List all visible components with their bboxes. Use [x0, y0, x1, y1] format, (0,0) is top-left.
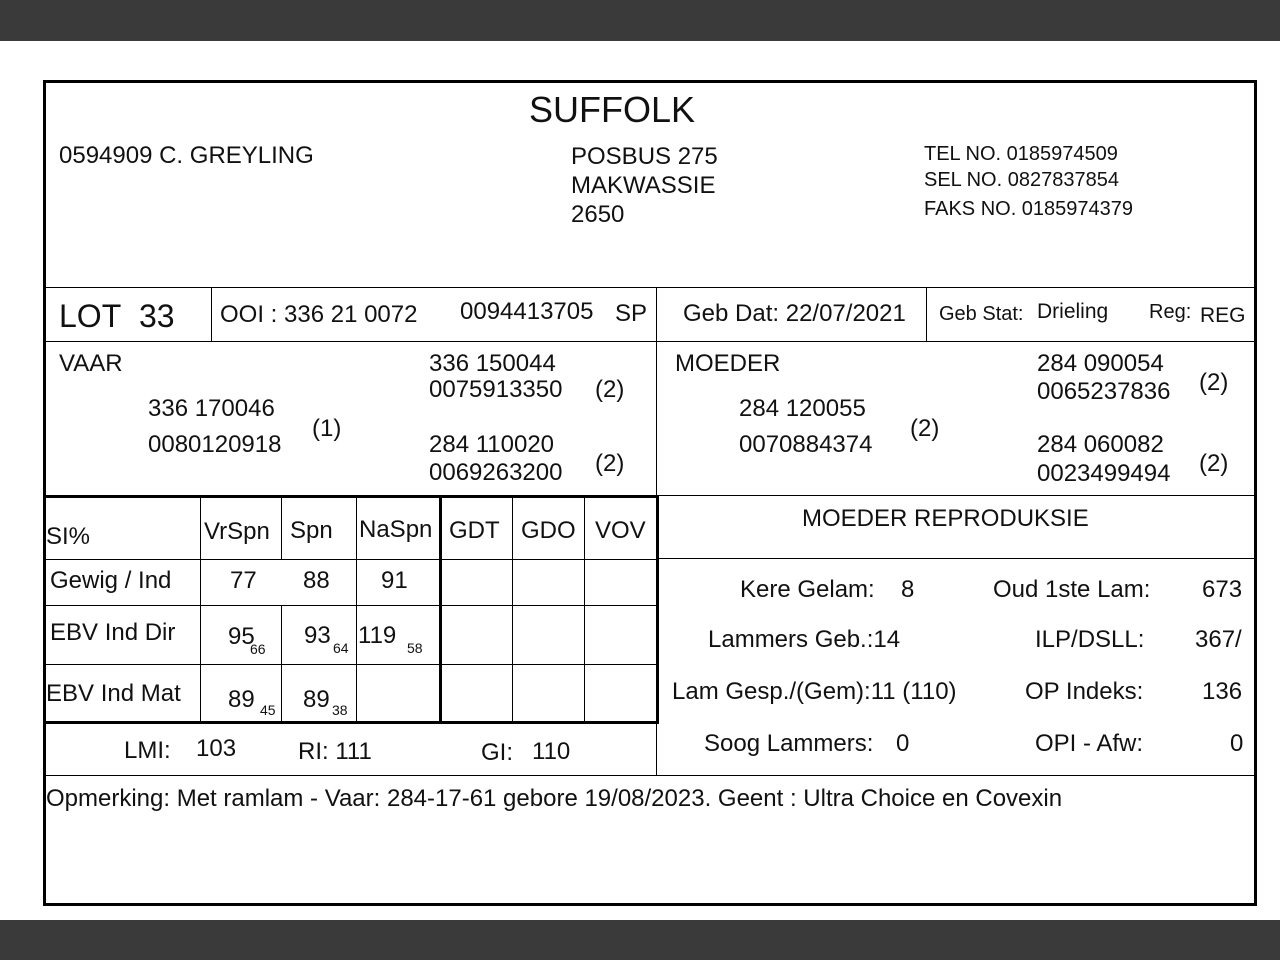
birth-stat-label: Geb Stat:: [939, 303, 1024, 325]
row-label-ebv-mat: EBV Ind Mat: [46, 680, 181, 707]
si-header-si: SI%: [46, 523, 91, 550]
gewig-vrspn: 77: [230, 567, 257, 594]
divider-lot-v2: [656, 288, 657, 341]
breed-title: SUFFOLK: [529, 89, 696, 130]
dam-dam-grade: (2): [1199, 450, 1229, 477]
sire-label: VAAR: [59, 350, 123, 377]
si-row-1: [43, 559, 657, 560]
ilp-value: 367/: [1195, 626, 1242, 653]
lot-card: [43, 80, 1257, 906]
op-label: OP Indeks:: [1025, 678, 1144, 705]
si-row-2: [43, 605, 657, 606]
si-col-1: [200, 498, 201, 722]
sire-grade: (1): [312, 415, 342, 442]
opi-label: OPI - Afw:: [1035, 730, 1144, 757]
sire-sire-id-2: 0075913350: [429, 376, 563, 403]
lot-label: LOT: [59, 298, 122, 334]
border-left: [43, 80, 46, 906]
ebv-mat-vrspn: 89: [228, 686, 255, 713]
si-header-naspn: NaSpn: [359, 516, 433, 543]
ebv-dir-naspn: 119: [358, 622, 397, 649]
remark: Opmerking: Met ramlam - Vaar: 284-17-61 gebore 19/08/2023. Geent : Ultra Choice en Covexin: [46, 785, 1063, 812]
divider-repro-title: [656, 558, 1257, 559]
lmi-label: LMI:: [124, 737, 171, 764]
dam-id-1: 284 120055: [739, 395, 866, 422]
gewig-spn: 88: [303, 567, 330, 594]
kere-gelam-label: Kere Gelam:: [740, 576, 875, 603]
ebv-dir-vrspn: 95: [228, 623, 255, 650]
si-col-3: [356, 498, 357, 722]
si-col-2: [281, 498, 282, 560]
si-header-vov: VOV: [595, 517, 646, 544]
row-label-gewig: Gewig / Ind: [50, 567, 172, 594]
address-line-1: POSBUS 275: [571, 143, 718, 170]
owner-name: 0594909 C. GREYLING: [59, 142, 314, 169]
birth-stat-value: Drieling: [1037, 300, 1109, 323]
dam-sire-grade: (2): [1199, 369, 1229, 396]
oud-label: Oud 1ste Lam:: [993, 576, 1151, 603]
si-table-bottom: [43, 721, 659, 724]
sire-id-2: 0080120918: [148, 431, 282, 458]
si-table-right: [656, 495, 659, 724]
dam-id-2: 0070884374: [739, 431, 873, 458]
ebv-mat-spn: 89: [303, 686, 330, 713]
birth-date: Geb Dat: 22/07/2021: [683, 300, 906, 327]
gi-label: GI:: [481, 739, 514, 766]
address-line-3: 2650: [571, 201, 625, 228]
gi-value: 110: [532, 738, 571, 765]
si-header-vrspn: VrSpn: [204, 518, 270, 545]
border-bottom: [43, 903, 1257, 906]
faks-number: FAKS NO. 0185974379: [924, 198, 1134, 220]
ri-value: RI: 111: [298, 738, 372, 765]
si-header-gdt: GDT: [449, 517, 500, 544]
dam-sire-id-2: 0065237836: [1037, 378, 1171, 405]
kere-gelam-value: 8: [901, 576, 915, 603]
border-top: [43, 80, 1257, 83]
lam-gesp: Lam Gesp./(Gem):11 (110): [672, 678, 957, 705]
reg-label: Reg:: [1149, 301, 1192, 323]
ebv-dir-vrspn-sub: 66: [250, 641, 266, 657]
sire-sire-id-1: 336 150044: [429, 350, 556, 377]
divider-header: [43, 287, 1257, 288]
si-header-spn: Spn: [290, 517, 333, 544]
si-col-5: [512, 498, 513, 722]
sire-dam-grade: (2): [595, 450, 625, 477]
ebv-dir-naspn-sub: 58: [407, 640, 423, 656]
soog-label: Soog Lammers:: [704, 730, 874, 757]
ebv-dir-spn-sub: 64: [333, 640, 349, 656]
ebv-mat-spn-sub: 38: [332, 702, 348, 718]
sire-sire-grade: (2): [595, 376, 625, 403]
divider-dam: [656, 495, 1257, 496]
lot-number: 33: [139, 298, 175, 334]
divider-lot-v3: [926, 288, 927, 341]
oud-value: 673: [1202, 576, 1243, 603]
gewig-naspn: 91: [381, 567, 408, 594]
top-bar: [0, 0, 1280, 41]
dam-sire-id-1: 284 090054: [1037, 350, 1164, 377]
opi-value: 0: [1230, 730, 1244, 757]
sire-dam-id-2: 0069263200: [429, 459, 563, 486]
soog-value: 0: [896, 730, 910, 757]
si-col-6: [584, 498, 585, 722]
dam-dam-id-2: 0023499494: [1037, 460, 1171, 487]
address-line-2: MAKWASSIE: [571, 172, 716, 199]
dam-dam-id-1: 284 060082: [1037, 431, 1164, 458]
sel-number: SEL NO. 0827837854: [924, 169, 1119, 191]
ooi-code: SP: [615, 300, 648, 327]
repro-title: MOEDER REPRODUKSIE: [802, 505, 1089, 532]
lmi-value: 103: [196, 735, 237, 762]
op-value: 136: [1202, 678, 1243, 705]
sire-id-1: 336 170046: [148, 395, 275, 422]
ooi-label: OOI : 336 21 0072: [220, 301, 418, 328]
dam-grade: (2): [910, 415, 940, 442]
divider-lot-v1: [211, 288, 212, 341]
divider-remark: [43, 775, 1257, 776]
reg-value: REG: [1200, 304, 1246, 327]
ilp-label: ILP/DSLL:: [1035, 626, 1145, 653]
divider-lot: [43, 341, 1257, 342]
bottom-bar: [0, 920, 1280, 960]
ooi-id: 0094413705: [460, 298, 594, 325]
row-label-ebv-dir: EBV Ind Dir: [50, 619, 176, 646]
sire-dam-id-1: 284 110020: [429, 431, 555, 458]
lammers-geb: Lammers Geb.:14: [708, 626, 901, 653]
ebv-mat-vrspn-sub: 45: [260, 702, 276, 718]
si-row-3: [43, 664, 657, 665]
tel-number: TEL NO. 0185974509: [924, 143, 1118, 165]
ebv-dir-spn: 93: [304, 622, 331, 649]
si-table-mid: [439, 495, 442, 724]
border-right: [1254, 80, 1257, 906]
dam-label: MOEDER: [675, 350, 781, 377]
si-header-gdo: GDO: [521, 517, 576, 544]
si-table-top: [43, 495, 659, 498]
